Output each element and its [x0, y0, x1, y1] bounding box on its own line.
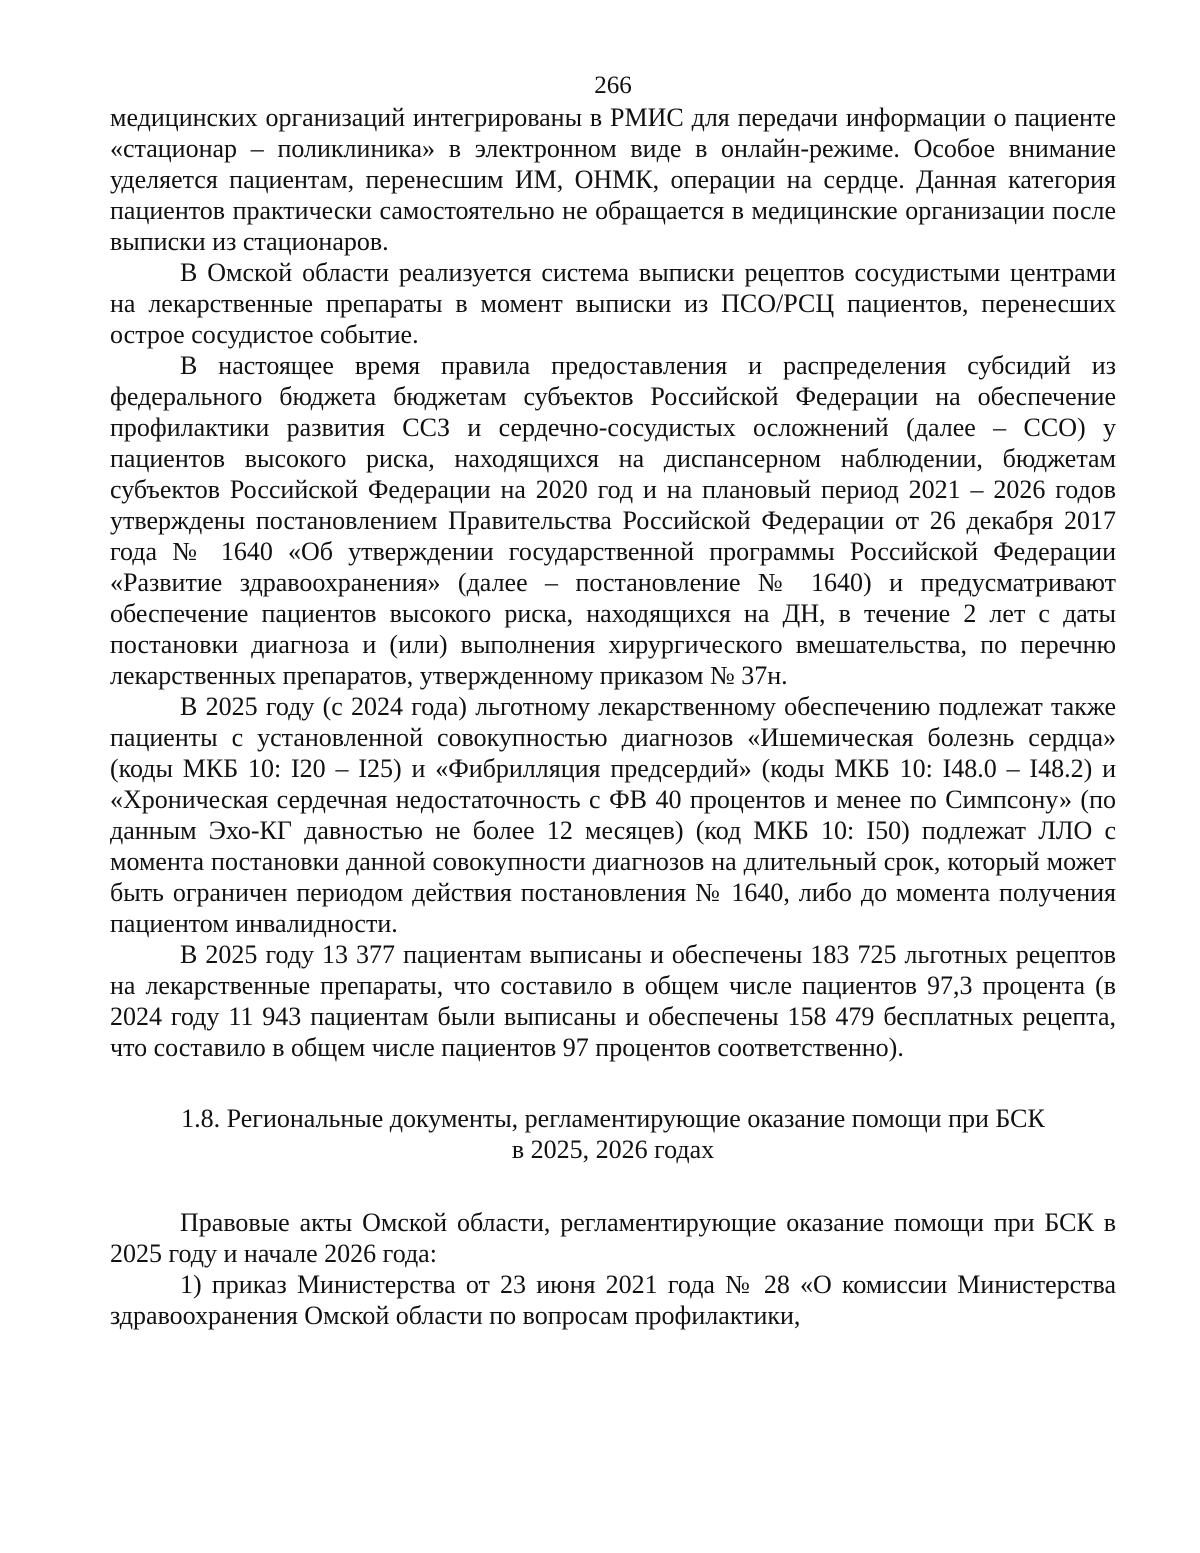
paragraph-1: медицинских организаций интегрированы в РМИС для передачи информации о пациенте «стационар – поликлиника» в электронном виде в онлайн-режиме. Особое внимание уделяется пациентам, перенесшим ИМ, ОНМК, операции на сердце. Данная категория пациентов практически самостоятельно не обращается в медицинские организации после выписки из стационаров. [110, 103, 1116, 256]
section-heading [110, 1103, 1116, 1165]
paragraph-3: В настоящее время правила предоставления и распределения субсидий из федерального бюджета бюджетам субъектов Российской Федерации на обеспечение профилактики развития ССЗ и сердечно-сосудистых осложнений (далее – ССО) у пациентов высокого риска, находящихся на диспансерном наблюдении, бюджетам субъектов Российской Федерации на 2020 год и на плановый период 2021 – 2026 годов утверждены постановлением Правительства Российской Федерации от 26 декабря 2017 года № 1640 «Об утверждении государственной программы Российской Федерации «Развитие здравоохранения» (далее – постановление № 1640) и предусматривают обеспечение пациентов высокого риска, находящихся на ДН, в течение 2 лет с даты постановки диагноза и (или) выполнения хирургического вмешательства, по перечню лекарственных препаратов, утвержденному приказом № 37н. [110, 351, 1116, 690]
paragraph-legal-act-1: 1) приказ Министерства от 23 июня 2021 года № 28 «О комиссии Министерства здравоохранения Омской области по вопросам профилактики, [110, 1270, 1116, 1330]
spacer [110, 1165, 1116, 1207]
paragraph-legal-acts-intro: Правовые акты Омской области, регламентирующие оказание помощи при БСК в 2025 году и начале 2026 года: [110, 1208, 1116, 1268]
section-heading-line-1: 1.8. Региональные документы, регламентирующие оказание помощи при БСК [181, 1104, 1045, 1133]
section-heading-line-2: в 2025, 2026 годах [511, 1135, 715, 1164]
paragraph-4: В 2025 году (с 2024 года) льготному лекарственному обеспечению подлежат также пациенты с установленной совокупностью диагнозов «Ишемическая болезнь сердца» (коды МКБ 10: I20 – I25) и «Фибрилляция предсердий» (коды МКБ 10: I48.0 – I48.2) и «Хроническая сердечная недостаточность с ФВ 40 процентов и менее по Симпсону» (по данным Эхо-КГ давностью не более 12 месяцев) (код МКБ 10: I50) подлежат ЛЛО с момента постановки данной совокупности диагнозов на длительный срок, который может быть ограничен периодом действия постановления № 1640, либо до момента получения пациентом инвалидности. [110, 692, 1116, 938]
paragraph-5: В 2025 году 13 377 пациентам выписаны и обеспечены 183 725 льготных рецептов на лекарственные препараты, что составило в общем числе пациентов 97,3 процента (в 2024 году 11 943 пациентам были выписаны и обеспечены 158 479 бесплатных рецепта, что составило в общем числе пациентов 97 процентов соответственно). [110, 940, 1116, 1062]
paragraph-2: В Омской области реализуется система выписки рецептов сосудистыми центрами на лекарственные препараты в момент выписки из ПСО/РСЦ пациентов, перенесших острое сосудистое событие. [110, 258, 1116, 349]
spacer [110, 1063, 1116, 1103]
page-number: 266 [594, 72, 632, 99]
document-page [110, 70, 1116, 1331]
